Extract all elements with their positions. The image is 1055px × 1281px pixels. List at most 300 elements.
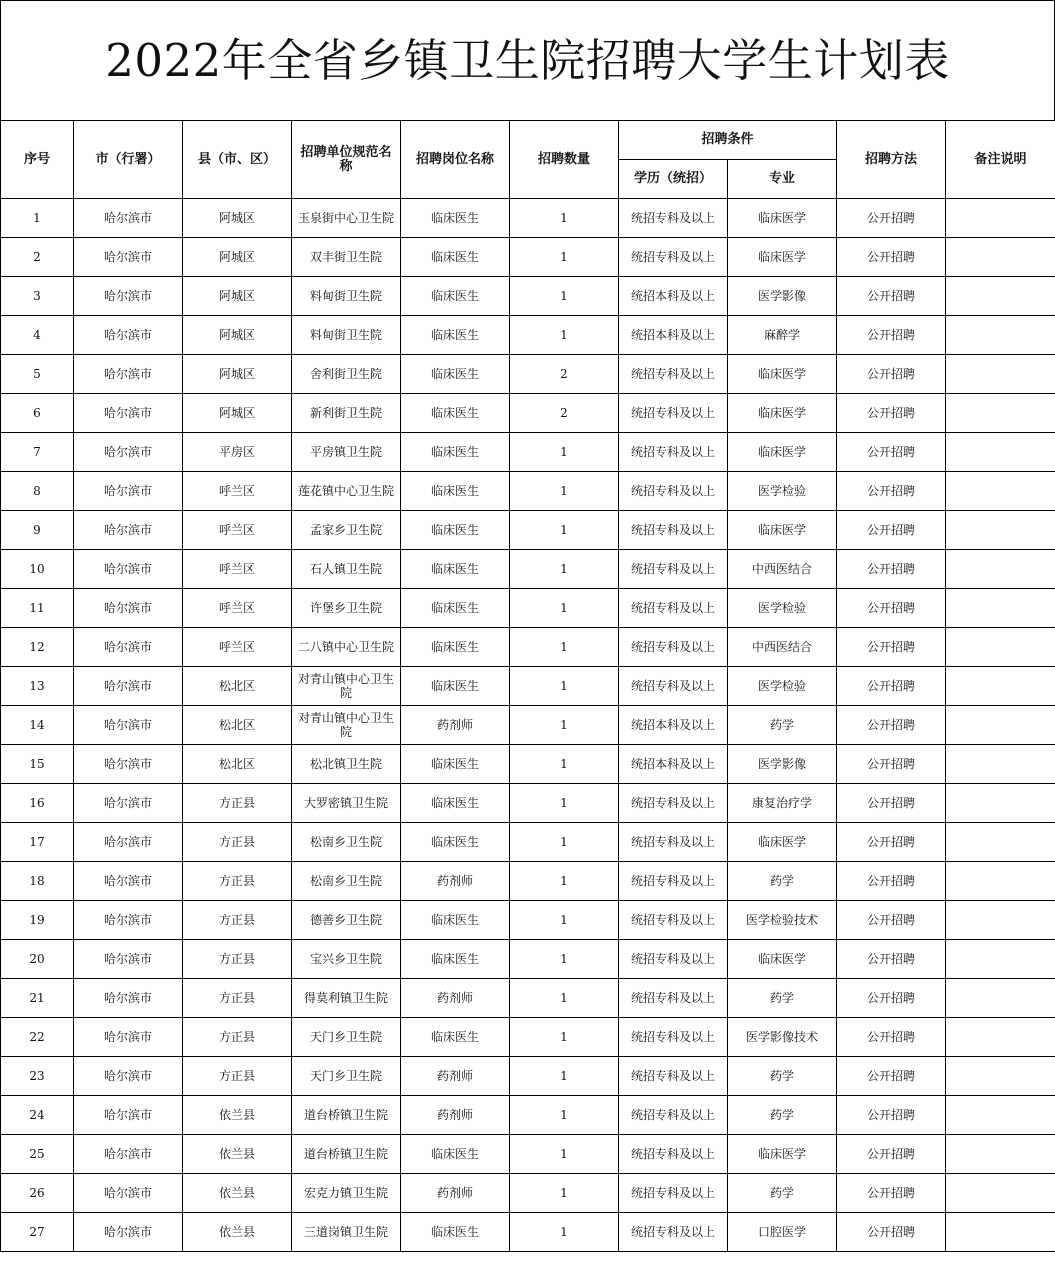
cell-city[interactable]: 哈尔滨市: [74, 1018, 183, 1057]
cell-remarks[interactable]: [946, 1213, 1055, 1252]
cell-method[interactable]: 公开招聘: [837, 1135, 946, 1174]
header-quantity[interactable]: 招聘数量: [510, 121, 619, 199]
cell-education[interactable]: 统招专科及以上: [619, 823, 728, 862]
cell-quantity[interactable]: 2: [510, 394, 619, 433]
cell-major[interactable]: 临床医学: [728, 1135, 837, 1174]
cell-position[interactable]: 临床医生: [401, 589, 510, 628]
cell-position[interactable]: 临床医生: [401, 940, 510, 979]
cell-education[interactable]: 统招专科及以上: [619, 511, 728, 550]
cell-education[interactable]: 统招专科及以上: [619, 862, 728, 901]
cell-method[interactable]: 公开招聘: [837, 1174, 946, 1213]
cell-remarks[interactable]: [946, 979, 1055, 1018]
cell-method[interactable]: 公开招聘: [837, 316, 946, 355]
cell-position[interactable]: 药剂师: [401, 706, 510, 745]
cell-quantity[interactable]: 1: [510, 628, 619, 667]
cell-education[interactable]: 统招专科及以上: [619, 1213, 728, 1252]
cell-position[interactable]: 临床医生: [401, 394, 510, 433]
cell-method[interactable]: 公开招聘: [837, 472, 946, 511]
sheet-title[interactable]: 2022年全省乡镇卫生院招聘大学生计划表: [0, 0, 1055, 121]
cell-county[interactable]: 方正县: [183, 979, 292, 1018]
cell-unit[interactable]: 道台桥镇卫生院: [292, 1096, 401, 1135]
cell-county[interactable]: 松北区: [183, 706, 292, 745]
cell-method[interactable]: 公开招聘: [837, 355, 946, 394]
cell-method[interactable]: 公开招聘: [837, 277, 946, 316]
cell-quantity[interactable]: 1: [510, 433, 619, 472]
cell-major[interactable]: 医学影像: [728, 277, 837, 316]
cell-major[interactable]: 临床医学: [728, 940, 837, 979]
cell-seq[interactable]: 25: [1, 1135, 74, 1174]
cell-method[interactable]: 公开招聘: [837, 628, 946, 667]
cell-method[interactable]: 公开招聘: [837, 1096, 946, 1135]
cell-unit[interactable]: 得莫利镇卫生院: [292, 979, 401, 1018]
cell-remarks[interactable]: [946, 511, 1055, 550]
cell-major[interactable]: 临床医学: [728, 238, 837, 277]
cell-unit[interactable]: 平房镇卫生院: [292, 433, 401, 472]
cell-county[interactable]: 阿城区: [183, 277, 292, 316]
header-city[interactable]: 市（行署）: [74, 121, 183, 199]
cell-education[interactable]: 统招本科及以上: [619, 745, 728, 784]
cell-education[interactable]: 统招专科及以上: [619, 1018, 728, 1057]
table-row: [1, 1213, 1055, 1252]
cell-method[interactable]: 公开招聘: [837, 394, 946, 433]
cell-county[interactable]: 依兰县: [183, 1174, 292, 1213]
cell-city[interactable]: 哈尔滨市: [74, 745, 183, 784]
table-row: [1, 706, 1055, 745]
table-row: [1, 940, 1055, 979]
cell-quantity[interactable]: 1: [510, 511, 619, 550]
cell-method[interactable]: 公开招聘: [837, 901, 946, 940]
table-row: [1, 901, 1055, 940]
table-row: [1, 1018, 1055, 1057]
table-row: [1, 433, 1055, 472]
cell-education[interactable]: 统招专科及以上: [619, 550, 728, 589]
cell-seq[interactable]: 6: [1, 394, 74, 433]
cell-major[interactable]: 医学影像技术: [728, 1018, 837, 1057]
cell-education[interactable]: 统招专科及以上: [619, 238, 728, 277]
cell-quantity[interactable]: 1: [510, 1174, 619, 1213]
cell-remarks[interactable]: [946, 472, 1055, 511]
cell-county[interactable]: 阿城区: [183, 355, 292, 394]
cell-position[interactable]: 临床医生: [401, 277, 510, 316]
cell-major[interactable]: 医学检验技术: [728, 901, 837, 940]
cell-unit[interactable]: 德善乡卫生院: [292, 901, 401, 940]
cell-seq[interactable]: 13: [1, 667, 74, 706]
cell-education[interactable]: 统招专科及以上: [619, 394, 728, 433]
cell-county[interactable]: 呼兰区: [183, 472, 292, 511]
cell-unit[interactable]: 孟家乡卫生院: [292, 511, 401, 550]
cell-method[interactable]: 公开招聘: [837, 1057, 946, 1096]
cell-seq[interactable]: 19: [1, 901, 74, 940]
cell-position[interactable]: 临床医生: [401, 355, 510, 394]
cell-quantity[interactable]: 1: [510, 940, 619, 979]
cell-quantity[interactable]: 2: [510, 355, 619, 394]
cell-major[interactable]: 临床医学: [728, 823, 837, 862]
cell-position[interactable]: 临床医生: [401, 472, 510, 511]
table-body: [1, 199, 1055, 1252]
cell-education[interactable]: 统招专科及以上: [619, 1096, 728, 1135]
cell-major[interactable]: 药学: [728, 1096, 837, 1135]
cell-position[interactable]: 临床医生: [401, 667, 510, 706]
cell-city[interactable]: 哈尔滨市: [74, 355, 183, 394]
cell-seq[interactable]: 9: [1, 511, 74, 550]
cell-method[interactable]: 公开招聘: [837, 511, 946, 550]
cell-city[interactable]: 哈尔滨市: [74, 784, 183, 823]
header-position[interactable]: 招聘岗位名称: [401, 121, 510, 199]
cell-position[interactable]: 临床医生: [401, 1018, 510, 1057]
cell-method[interactable]: 公开招聘: [837, 862, 946, 901]
cell-remarks[interactable]: [946, 589, 1055, 628]
cell-city[interactable]: 哈尔滨市: [74, 1096, 183, 1135]
cell-education[interactable]: 统招专科及以上: [619, 1174, 728, 1213]
cell-unit[interactable]: 双丰街卫生院: [292, 238, 401, 277]
cell-city[interactable]: 哈尔滨市: [74, 1057, 183, 1096]
cell-major[interactable]: 临床医学: [728, 433, 837, 472]
cell-remarks[interactable]: [946, 1018, 1055, 1057]
cell-county[interactable]: 平房区: [183, 433, 292, 472]
table-row: [1, 511, 1055, 550]
cell-education[interactable]: 统招专科及以上: [619, 355, 728, 394]
cell-education[interactable]: 统招专科及以上: [619, 667, 728, 706]
cell-city[interactable]: 哈尔滨市: [74, 199, 183, 238]
cell-position[interactable]: 药剂师: [401, 1096, 510, 1135]
cell-seq[interactable]: 27: [1, 1213, 74, 1252]
cell-city[interactable]: 哈尔滨市: [74, 979, 183, 1018]
cell-seq[interactable]: 7: [1, 433, 74, 472]
cell-major[interactable]: 药学: [728, 979, 837, 1018]
cell-quantity[interactable]: 1: [510, 1096, 619, 1135]
cell-education[interactable]: 统招专科及以上: [619, 472, 728, 511]
cell-remarks[interactable]: [946, 550, 1055, 589]
cell-unit[interactable]: 新利街卫生院: [292, 394, 401, 433]
cell-unit[interactable]: 石人镇卫生院: [292, 550, 401, 589]
cell-city[interactable]: 哈尔滨市: [74, 1213, 183, 1252]
cell-county[interactable]: 呼兰区: [183, 511, 292, 550]
cell-position[interactable]: 临床医生: [401, 550, 510, 589]
cell-remarks[interactable]: [946, 745, 1055, 784]
cell-seq[interactable]: 12: [1, 628, 74, 667]
cell-seq[interactable]: 15: [1, 745, 74, 784]
cell-city[interactable]: 哈尔滨市: [74, 628, 183, 667]
cell-seq[interactable]: 5: [1, 355, 74, 394]
header-remarks[interactable]: 备注说明: [946, 121, 1055, 199]
cell-city[interactable]: 哈尔滨市: [74, 901, 183, 940]
cell-position[interactable]: 临床医生: [401, 784, 510, 823]
header-conditions[interactable]: 招聘条件: [619, 121, 837, 160]
cell-major[interactable]: 医学影像: [728, 745, 837, 784]
cell-seq[interactable]: 11: [1, 589, 74, 628]
cell-unit[interactable]: 松北镇卫生院: [292, 745, 401, 784]
cell-county[interactable]: 依兰县: [183, 1213, 292, 1252]
cell-county[interactable]: 松北区: [183, 745, 292, 784]
cell-unit[interactable]: 三道岗镇卫生院: [292, 1213, 401, 1252]
cell-quantity[interactable]: 1: [510, 199, 619, 238]
cell-quantity[interactable]: 1: [510, 979, 619, 1018]
cell-remarks[interactable]: [946, 433, 1055, 472]
cell-city[interactable]: 哈尔滨市: [74, 511, 183, 550]
cell-quantity[interactable]: 1: [510, 901, 619, 940]
cell-remarks[interactable]: [946, 862, 1055, 901]
cell-city[interactable]: 哈尔滨市: [74, 472, 183, 511]
recruitment-table: [0, 120, 1055, 1252]
header-method[interactable]: 招聘方法: [837, 121, 946, 199]
cell-county[interactable]: 方正县: [183, 784, 292, 823]
cell-city[interactable]: 哈尔滨市: [74, 589, 183, 628]
cell-quantity[interactable]: 1: [510, 667, 619, 706]
cell-method[interactable]: 公开招聘: [837, 1018, 946, 1057]
cell-quantity[interactable]: 1: [510, 1213, 619, 1252]
cell-city[interactable]: 哈尔滨市: [74, 1135, 183, 1174]
cell-quantity[interactable]: 1: [510, 784, 619, 823]
cell-quantity[interactable]: 1: [510, 862, 619, 901]
cell-city[interactable]: 哈尔滨市: [74, 316, 183, 355]
cell-major[interactable]: 医学检验: [728, 589, 837, 628]
cell-unit[interactable]: 二八镇中心卫生院: [292, 628, 401, 667]
table-row: [1, 1135, 1055, 1174]
cell-method[interactable]: 公开招聘: [837, 667, 946, 706]
cell-quantity[interactable]: 1: [510, 1135, 619, 1174]
cell-education[interactable]: 统招专科及以上: [619, 589, 728, 628]
table-row: [1, 1174, 1055, 1213]
cell-seq[interactable]: 17: [1, 823, 74, 862]
cell-remarks[interactable]: [946, 901, 1055, 940]
cell-remarks[interactable]: [946, 1135, 1055, 1174]
cell-city[interactable]: 哈尔滨市: [74, 706, 183, 745]
cell-quantity[interactable]: 1: [510, 277, 619, 316]
cell-county[interactable]: 阿城区: [183, 394, 292, 433]
cell-education[interactable]: 统招专科及以上: [619, 784, 728, 823]
cell-remarks[interactable]: [946, 940, 1055, 979]
cell-county[interactable]: 呼兰区: [183, 589, 292, 628]
cell-education[interactable]: 统招专科及以上: [619, 901, 728, 940]
cell-method[interactable]: 公开招聘: [837, 823, 946, 862]
cell-county[interactable]: 方正县: [183, 823, 292, 862]
cell-county[interactable]: 依兰县: [183, 1096, 292, 1135]
cell-unit[interactable]: 道台桥镇卫生院: [292, 1135, 401, 1174]
cell-education[interactable]: 统招本科及以上: [619, 277, 728, 316]
cell-unit[interactable]: 对青山镇中心卫生院: [292, 667, 401, 706]
cell-position[interactable]: 临床医生: [401, 745, 510, 784]
cell-quantity[interactable]: 1: [510, 316, 619, 355]
cell-county[interactable]: 阿城区: [183, 316, 292, 355]
cell-method[interactable]: 公开招聘: [837, 979, 946, 1018]
cell-remarks[interactable]: [946, 199, 1055, 238]
cell-position[interactable]: 临床医生: [401, 238, 510, 277]
cell-seq[interactable]: 23: [1, 1057, 74, 1096]
cell-method[interactable]: 公开招聘: [837, 784, 946, 823]
cell-seq[interactable]: 22: [1, 1018, 74, 1057]
cell-county[interactable]: 依兰县: [183, 1135, 292, 1174]
cell-unit[interactable]: 宏克力镇卫生院: [292, 1174, 401, 1213]
cell-method[interactable]: 公开招聘: [837, 550, 946, 589]
cell-remarks[interactable]: [946, 823, 1055, 862]
cell-remarks[interactable]: [946, 1057, 1055, 1096]
cell-city[interactable]: 哈尔滨市: [74, 433, 183, 472]
cell-seq[interactable]: 21: [1, 979, 74, 1018]
cell-position[interactable]: 药剂师: [401, 862, 510, 901]
cell-major[interactable]: 中西医结合: [728, 628, 837, 667]
cell-county[interactable]: 方正县: [183, 901, 292, 940]
cell-unit[interactable]: 松南乡卫生院: [292, 823, 401, 862]
cell-city[interactable]: 哈尔滨市: [74, 238, 183, 277]
cell-city[interactable]: 哈尔滨市: [74, 550, 183, 589]
cell-seq[interactable]: 4: [1, 316, 74, 355]
cell-city[interactable]: 哈尔滨市: [74, 1174, 183, 1213]
cell-seq[interactable]: 1: [1, 199, 74, 238]
cell-education[interactable]: 统招本科及以上: [619, 316, 728, 355]
cell-education[interactable]: 统招专科及以上: [619, 940, 728, 979]
cell-unit[interactable]: 许堡乡卫生院: [292, 589, 401, 628]
cell-quantity[interactable]: 1: [510, 706, 619, 745]
cell-county[interactable]: 方正县: [183, 1057, 292, 1096]
cell-remarks[interactable]: [946, 394, 1055, 433]
cell-quantity[interactable]: 1: [510, 823, 619, 862]
cell-unit[interactable]: 舍利街卫生院: [292, 355, 401, 394]
cell-position[interactable]: 临床医生: [401, 316, 510, 355]
cell-unit[interactable]: 对青山镇中心卫生院: [292, 706, 401, 745]
cell-quantity[interactable]: 1: [510, 1057, 619, 1096]
cell-seq[interactable]: 20: [1, 940, 74, 979]
cell-major[interactable]: 药学: [728, 706, 837, 745]
cell-unit[interactable]: 料甸街卫生院: [292, 316, 401, 355]
header-unit[interactable]: 招聘单位规范名称: [292, 121, 401, 199]
cell-unit[interactable]: 天门乡卫生院: [292, 1018, 401, 1057]
table-row: [1, 667, 1055, 706]
table-row: [1, 745, 1055, 784]
cell-unit[interactable]: 莲花镇中心卫生院: [292, 472, 401, 511]
cell-method[interactable]: 公开招聘: [837, 199, 946, 238]
cell-remarks[interactable]: [946, 238, 1055, 277]
table-row: [1, 1057, 1055, 1096]
cell-major[interactable]: 康复治疗学: [728, 784, 837, 823]
cell-education[interactable]: 统招专科及以上: [619, 433, 728, 472]
cell-county[interactable]: 松北区: [183, 667, 292, 706]
cell-city[interactable]: 哈尔滨市: [74, 862, 183, 901]
cell-major[interactable]: 口腔医学: [728, 1213, 837, 1252]
cell-seq[interactable]: 3: [1, 277, 74, 316]
cell-city[interactable]: 哈尔滨市: [74, 940, 183, 979]
cell-unit[interactable]: 大罗密镇卫生院: [292, 784, 401, 823]
cell-unit[interactable]: 天门乡卫生院: [292, 1057, 401, 1096]
cell-remarks[interactable]: [946, 277, 1055, 316]
cell-method[interactable]: 公开招聘: [837, 940, 946, 979]
cell-quantity[interactable]: 1: [510, 238, 619, 277]
cell-remarks[interactable]: [946, 784, 1055, 823]
cell-position[interactable]: 药剂师: [401, 1174, 510, 1213]
cell-seq[interactable]: 16: [1, 784, 74, 823]
cell-seq[interactable]: 18: [1, 862, 74, 901]
cell-position[interactable]: 临床医生: [401, 199, 510, 238]
cell-remarks[interactable]: [946, 1174, 1055, 1213]
cell-remarks[interactable]: [946, 667, 1055, 706]
cell-county[interactable]: 呼兰区: [183, 550, 292, 589]
cell-city[interactable]: 哈尔滨市: [74, 823, 183, 862]
cell-position[interactable]: 药剂师: [401, 979, 510, 1018]
table-row: [1, 238, 1055, 277]
cell-unit[interactable]: 宝兴乡卫生院: [292, 940, 401, 979]
cell-position[interactable]: 临床医生: [401, 1135, 510, 1174]
header-major[interactable]: 专业: [728, 160, 837, 199]
cell-major[interactable]: 临床医学: [728, 394, 837, 433]
cell-major[interactable]: 中西医结合: [728, 550, 837, 589]
cell-unit[interactable]: 料甸街卫生院: [292, 277, 401, 316]
cell-method[interactable]: 公开招聘: [837, 589, 946, 628]
cell-method[interactable]: 公开招聘: [837, 706, 946, 745]
cell-seq[interactable]: 26: [1, 1174, 74, 1213]
header-seq[interactable]: 序号: [1, 121, 74, 199]
header-county[interactable]: 县（市、区）: [183, 121, 292, 199]
cell-method[interactable]: 公开招聘: [837, 238, 946, 277]
cell-quantity[interactable]: 1: [510, 550, 619, 589]
cell-position[interactable]: 临床医生: [401, 433, 510, 472]
cell-education[interactable]: 统招专科及以上: [619, 199, 728, 238]
cell-quantity[interactable]: 1: [510, 1018, 619, 1057]
header-education[interactable]: 学历（统招）: [619, 160, 728, 199]
table-row: [1, 862, 1055, 901]
cell-position[interactable]: 临床医生: [401, 511, 510, 550]
cell-remarks[interactable]: [946, 1096, 1055, 1135]
cell-city[interactable]: 哈尔滨市: [74, 277, 183, 316]
cell-seq[interactable]: 24: [1, 1096, 74, 1135]
cell-seq[interactable]: 8: [1, 472, 74, 511]
cell-quantity[interactable]: 1: [510, 745, 619, 784]
cell-position[interactable]: 药剂师: [401, 1057, 510, 1096]
cell-seq[interactable]: 10: [1, 550, 74, 589]
cell-unit[interactable]: 松南乡卫生院: [292, 862, 401, 901]
cell-remarks[interactable]: [946, 706, 1055, 745]
cell-education[interactable]: 统招本科及以上: [619, 706, 728, 745]
cell-county[interactable]: 阿城区: [183, 199, 292, 238]
cell-position[interactable]: 临床医生: [401, 628, 510, 667]
cell-major[interactable]: 麻醉学: [728, 316, 837, 355]
cell-major[interactable]: 药学: [728, 862, 837, 901]
cell-method[interactable]: 公开招聘: [837, 745, 946, 784]
cell-county[interactable]: 呼兰区: [183, 628, 292, 667]
table-header: [1, 121, 1055, 199]
cell-city[interactable]: 哈尔滨市: [74, 394, 183, 433]
cell-education[interactable]: 统招专科及以上: [619, 1057, 728, 1096]
cell-method[interactable]: 公开招聘: [837, 1213, 946, 1252]
cell-education[interactable]: 统招专科及以上: [619, 1135, 728, 1174]
table-row: [1, 472, 1055, 511]
cell-county[interactable]: 方正县: [183, 940, 292, 979]
cell-education[interactable]: 统招专科及以上: [619, 628, 728, 667]
cell-position[interactable]: 临床医生: [401, 901, 510, 940]
cell-county[interactable]: 方正县: [183, 1018, 292, 1057]
cell-county[interactable]: 阿城区: [183, 238, 292, 277]
cell-seq[interactable]: 2: [1, 238, 74, 277]
cell-major[interactable]: 临床医学: [728, 199, 837, 238]
cell-major[interactable]: 药学: [728, 1174, 837, 1213]
cell-remarks[interactable]: [946, 628, 1055, 667]
cell-position[interactable]: 临床医生: [401, 1213, 510, 1252]
cell-major[interactable]: 医学检验: [728, 667, 837, 706]
cell-position[interactable]: 临床医生: [401, 823, 510, 862]
cell-major[interactable]: 临床医学: [728, 511, 837, 550]
cell-remarks[interactable]: [946, 316, 1055, 355]
cell-quantity[interactable]: 1: [510, 589, 619, 628]
cell-major[interactable]: 医学检验: [728, 472, 837, 511]
cell-major[interactable]: 药学: [728, 1057, 837, 1096]
cell-city[interactable]: 哈尔滨市: [74, 667, 183, 706]
cell-remarks[interactable]: [946, 355, 1055, 394]
cell-education[interactable]: 统招专科及以上: [619, 979, 728, 1018]
cell-unit[interactable]: 玉泉街中心卫生院: [292, 199, 401, 238]
cell-seq[interactable]: 14: [1, 706, 74, 745]
cell-quantity[interactable]: 1: [510, 472, 619, 511]
cell-method[interactable]: 公开招聘: [837, 433, 946, 472]
cell-county[interactable]: 方正县: [183, 862, 292, 901]
cell-major[interactable]: 临床医学: [728, 355, 837, 394]
